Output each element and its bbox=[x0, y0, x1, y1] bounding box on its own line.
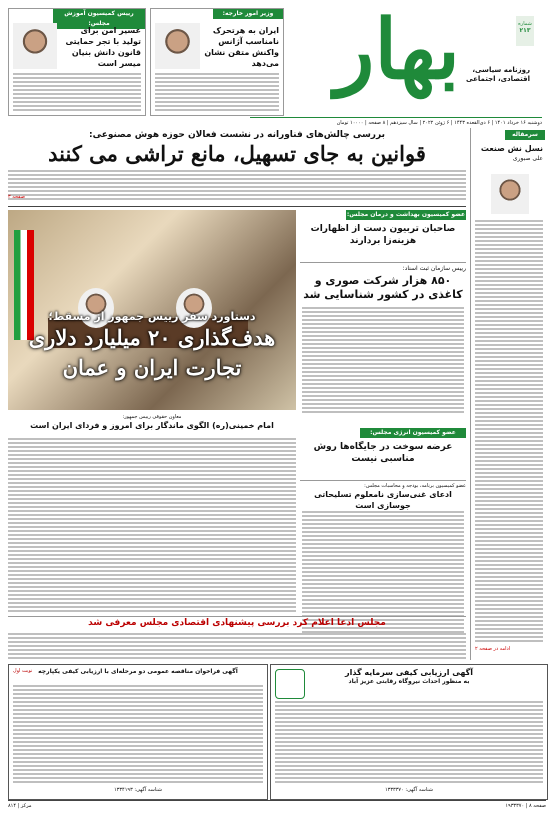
ad-power-plant-title: آگهی ارزیابی کیفی سرمایه گذار bbox=[344, 668, 473, 677]
masthead-tagline: روزنامه سیاسی، اقتصادی، اجتماعی bbox=[466, 66, 530, 83]
dateline: دوشنبه ۱۶ خرداد ۱۴۰۱ | ۶ ذی‌القعده ۱۴۴۳ | ۶ ژوئن ۲۰۲۲ | سال سیزدهم | ۸ صفحه | ۱۰۰۰۰ تومان bbox=[336, 120, 542, 126]
box-energy-headline: عرضه سوخت در جایگاه‌ها روش مناسبی نیست bbox=[313, 442, 453, 464]
ad-power-plant-text bbox=[275, 701, 543, 785]
ad-tender-text bbox=[13, 685, 263, 785]
masthead-logo: بهار bbox=[334, 2, 460, 98]
sidebar-label: سرمقاله bbox=[505, 130, 545, 140]
story-bottom-text bbox=[8, 633, 466, 659]
lead-headline: قوانین به جای تسهیل، مانع تراشی می کنند bbox=[48, 141, 426, 166]
box-registry-headline: ۸۵۰ هزار شرکت صوری و کاغذی در کشور شناسایی شد bbox=[303, 274, 463, 301]
sidebar-text bbox=[475, 220, 543, 644]
issue-label: شماره bbox=[518, 21, 532, 27]
story-imam-kicker: معاون حقوقی رییس جمهور: bbox=[122, 414, 182, 420]
lead-kicker: بررسی چالش‌های فناورانه در نشست فعالان حوزه هوش مصنوعی: bbox=[89, 130, 385, 140]
sidebar-author-photo bbox=[491, 174, 529, 214]
box-health-headline: صاحبان تربیون دست از اظهارات هزینه‌زا بردارند bbox=[310, 224, 456, 246]
dateline-bar bbox=[250, 117, 542, 128]
story-bottom bbox=[8, 616, 466, 661]
box-health-label: عضو کمیسیون بهداشت و درمان مجلس: bbox=[346, 211, 466, 218]
sidebar-title: نسل نش صنعت bbox=[480, 144, 543, 153]
top-box-mid bbox=[150, 8, 284, 116]
top-box-mid-headline: ایران به هرتحرک نامناسب آژانس واکنش متقن نشان می‌دهد bbox=[204, 26, 279, 68]
box-energy bbox=[300, 428, 466, 476]
masthead bbox=[290, 2, 540, 116]
ad-power-plant-logo bbox=[275, 669, 305, 699]
page-footer bbox=[8, 800, 546, 811]
footer-code: مرکز | ۸۱۴ bbox=[8, 803, 32, 809]
box-energy-label: عضو کمیسیون انرژی مجلس: bbox=[360, 428, 466, 438]
issue-badge bbox=[516, 16, 534, 46]
main-story-kicker: دستاورد سفر رییس جمهور از مسقط؛ bbox=[48, 310, 256, 323]
ad-tender bbox=[8, 664, 268, 800]
main-story-headline-1: هدف‌گذاری ۲۰ میلیارد دلاری bbox=[28, 325, 276, 350]
top-box-mid-photo bbox=[155, 23, 200, 69]
top-box-left-text bbox=[13, 73, 141, 111]
story-imam-headline: امام خمینی(ره) الگوی ماندگار برای امروز و فردای ایران است bbox=[30, 421, 274, 430]
top-box-left-headline: عسیر امن برای تولید با تجر حمایتی قانون دانش بنیان میسر است bbox=[65, 26, 141, 68]
ad-tender-side-label: نوبت اول bbox=[13, 668, 33, 674]
ad-power-plant-subtitle: به منظور احداث نیروگاه رقابتی عزیز آباد bbox=[348, 678, 470, 685]
box-registry-label: رییس سازمان ثبت اسناد: bbox=[402, 265, 466, 272]
top-box-left-label: رییس کمیسیون آموزش مجلس: bbox=[53, 9, 145, 29]
ad-tender-title: آگهی فراخوان مناقصه عمومی دو مرحله‌ای با ارزیابی کیفی یکپارچه bbox=[38, 668, 238, 675]
main-story-headline-2: تجارت ایران و عمان bbox=[62, 355, 242, 380]
story-nuclear-headline: ادعای غنی‌سازی نامعلوم تسلیحاتی جوسازی است bbox=[314, 490, 452, 510]
story-nuclear-kicker: عضو کمیسیون برنامه، بودجه و محاسبات مجلس: bbox=[364, 483, 466, 489]
ad-power-plant bbox=[270, 664, 548, 800]
lead-text bbox=[8, 170, 466, 200]
top-box-left bbox=[8, 8, 146, 116]
lead-page-ref: صفحه ۳ bbox=[8, 194, 25, 200]
box-registry-text bbox=[302, 307, 464, 415]
sidebar bbox=[470, 128, 547, 660]
top-box-mid-label: وزیر امور خارجه: bbox=[213, 9, 283, 19]
box-health bbox=[300, 210, 466, 258]
main-story-title bbox=[8, 310, 296, 408]
story-imam-text bbox=[8, 438, 296, 614]
issue-number: ۲۱۳ bbox=[519, 27, 531, 34]
ad-power-plant-footer: شناسه آگهی: ۱۳۳۳۳۷۰ bbox=[384, 787, 433, 793]
ad-tender-footer: شناسه آگهی: ۱۳۳۴۱۹۳ bbox=[113, 787, 162, 793]
lead bbox=[8, 128, 466, 207]
box-registry bbox=[300, 262, 466, 423]
top-box-mid-text bbox=[155, 73, 279, 111]
story-bottom-headline: مجلس ادعا اعلام کرد بررسی پیشنهادی اقتصادی مجلس معرفی شد bbox=[88, 618, 386, 628]
top-box-left-photo bbox=[13, 23, 57, 69]
sidebar-author: علی صبوری bbox=[512, 155, 543, 162]
sidebar-continued: ادامه در صفحه ۲ bbox=[475, 646, 511, 652]
footer-page-info: صفحه ۸ | ۱۹۳۳۳۷۰ bbox=[505, 803, 546, 809]
